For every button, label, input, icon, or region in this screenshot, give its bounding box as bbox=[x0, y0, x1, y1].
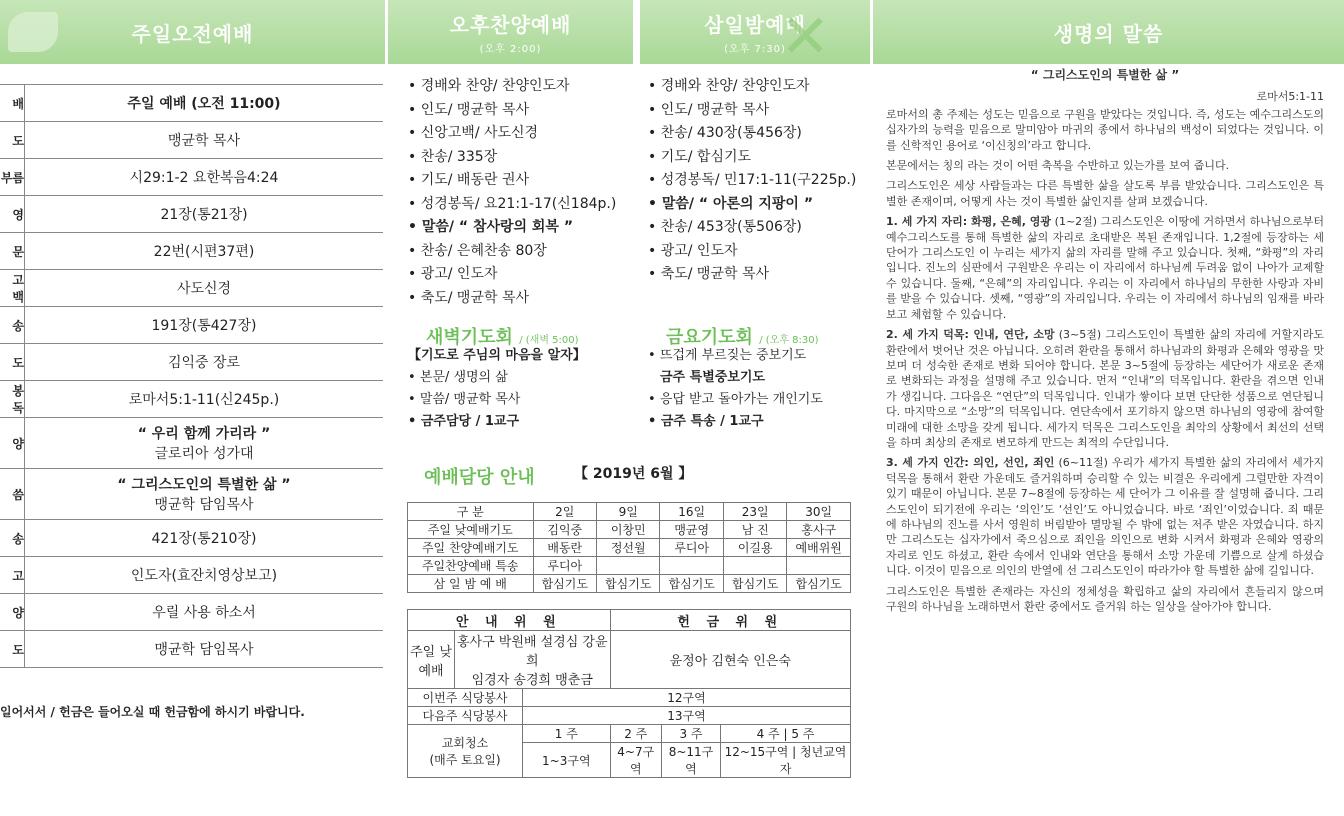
duty-title: 예배담당 안내 bbox=[424, 467, 535, 488]
table-cell: 맹균영 bbox=[660, 521, 723, 539]
table-row bbox=[408, 575, 851, 593]
banner-word-of-life bbox=[873, 0, 1344, 64]
order-row bbox=[0, 85, 383, 122]
banner-time: (오후 7:30) bbox=[724, 44, 786, 55]
table-row bbox=[408, 707, 851, 725]
table-row bbox=[408, 503, 851, 521]
table-header: 2일 bbox=[533, 503, 596, 521]
order-row bbox=[0, 594, 383, 631]
table-cell: 주일찬양예배 특송 bbox=[408, 557, 534, 575]
order-row bbox=[0, 418, 383, 469]
table-cell: 배동란 bbox=[533, 539, 596, 557]
list-item: • 찬송/ 430장(통456장) bbox=[648, 122, 856, 146]
banner-time: (오후 2:00) bbox=[479, 44, 542, 55]
table-header: 23일 bbox=[723, 503, 786, 521]
order-key: 도 bbox=[0, 122, 25, 159]
usher-header: 안 내 위 원 bbox=[408, 610, 611, 631]
table-cell: 이창민 bbox=[597, 521, 660, 539]
table-cell: 정선월 bbox=[597, 539, 660, 557]
order-row bbox=[0, 381, 383, 418]
usher-service-label: 주일 낮예배 bbox=[408, 631, 455, 689]
order-row bbox=[0, 307, 383, 344]
week-header: 4 주 | 5 주 bbox=[721, 725, 851, 743]
list-item: 금주 특별중보기도 bbox=[660, 370, 765, 385]
meal-value: 13구역 bbox=[523, 707, 851, 725]
list-item: • 인도/ 맹균학 목사 bbox=[408, 99, 616, 123]
order-row bbox=[0, 233, 383, 270]
table-header: 16일 bbox=[660, 503, 723, 521]
list-item: • 본문/ 생명의 삶 bbox=[408, 367, 586, 389]
list-item: • 금주 특송 / 1교구 bbox=[648, 411, 823, 433]
table-row bbox=[408, 725, 851, 743]
table-cell: 남 진 bbox=[723, 521, 786, 539]
table-cell: 주일 낮예배기도 bbox=[408, 521, 534, 539]
list-item: • 성경봉독/ 요21:1-17(신184p.) bbox=[408, 193, 616, 217]
table-row bbox=[408, 539, 851, 557]
sermon-heading: 1. 세 가지 자리: 화평, 은혜, 영광 bbox=[886, 215, 1052, 229]
order-value: 시29:1-2 요한복음4:24 bbox=[25, 159, 384, 196]
friday-title-text: 금요기도회 bbox=[666, 327, 753, 348]
order-value bbox=[25, 469, 384, 520]
order-value: 21장(통21장) bbox=[25, 196, 384, 233]
usher-names-line: 임경자 송경희 맹춘금 bbox=[471, 673, 593, 688]
list-item: • 찬송/ 335장 bbox=[408, 146, 616, 170]
sermon-paragraph: 그리스도인은 특별한 존재라는 자신의 정체성을 확립하고 삶의 자리에서 흔들리지 않으며 구원의 하나님을 노래하면서 환란 중에서도 즐거워 하는 일상을 살아가야 합니다. bbox=[886, 584, 1324, 613]
order-key: 문 bbox=[0, 233, 25, 270]
dawn-time: / (새벽 5:00) bbox=[519, 335, 579, 346]
order-row bbox=[0, 469, 383, 520]
cleaning-label bbox=[408, 725, 523, 778]
sermon-paragraph: 그리스도인은 세상 사람들과는 다른 특별한 삶을 살도록 부름 받았습니다. 그리스도인은 특별한 존재이며, 어떻게 사는 것이 특별한 삶인지를 살펴 보겠습니다. bbox=[886, 179, 1324, 208]
order-key: 봉 독 bbox=[0, 381, 25, 418]
usher-names bbox=[455, 631, 611, 689]
sermon-paragraph bbox=[886, 327, 1324, 450]
order-value: 맹균학 담임목사 bbox=[25, 631, 384, 668]
order-key: 양 bbox=[0, 418, 25, 469]
order-key: 도 bbox=[0, 631, 25, 668]
order-row bbox=[0, 196, 383, 233]
dawn-theme: 【기도로 주님의 마음을 알자】 bbox=[408, 348, 586, 363]
table-cell: 김익중 bbox=[533, 521, 596, 539]
table-cell: 합심기도 bbox=[723, 575, 786, 593]
week-header: 3 주 bbox=[661, 725, 720, 743]
area-4: 12~15구역 bbox=[724, 745, 789, 759]
list-item: • 말씀/ “ 아론의 지팡이 ” bbox=[648, 193, 856, 217]
order-value: 주일 예배 (오전 11:00) bbox=[25, 85, 384, 122]
banner-title: 생명의 말씀 bbox=[1053, 21, 1164, 46]
list-item: • 기도/ 배동란 권사 bbox=[408, 169, 616, 193]
order-key: 씀 bbox=[0, 469, 25, 520]
list-item: • 금주담당 / 1교구 bbox=[408, 411, 586, 433]
sermon-heading: 2. 세 가지 덕목: 인내, 연단, 소망 bbox=[886, 328, 1055, 342]
worship-order-table bbox=[0, 84, 383, 668]
table-cell: 합심기도 bbox=[533, 575, 596, 593]
sermon-preacher: 맹균학 담임목사 bbox=[154, 497, 254, 513]
meal-label: 다음주 식당봉사 bbox=[408, 707, 523, 725]
duty-month: 【 2019년 6월 】 bbox=[574, 466, 693, 482]
afternoon-order-list bbox=[408, 75, 616, 310]
banner-wednesday-worship bbox=[640, 0, 870, 64]
sermon-article bbox=[886, 68, 1324, 619]
list-item: • 응답 받고 돌아가는 개인기도 bbox=[648, 389, 823, 411]
table-cell: 삼 일 밤 예 배 bbox=[408, 575, 534, 593]
order-value: 김익중 장로 bbox=[25, 344, 384, 381]
table-header: 구 분 bbox=[408, 503, 534, 521]
order-key: 부름 bbox=[0, 159, 25, 196]
banner-title: 주일오전예배 bbox=[131, 21, 254, 46]
cleaning-label-line: (매주 토요일) bbox=[429, 753, 501, 767]
table-header: 9일 bbox=[597, 503, 660, 521]
sermon-heading: 3. 세 가지 인간: 의인, 선인, 죄인 bbox=[886, 456, 1055, 470]
anthem-title: “ 우리 함께 가리라 ” bbox=[137, 426, 271, 442]
order-value: 191장(통427장) bbox=[25, 307, 384, 344]
list-item: • 경배와 찬양/ 찬양인도자 bbox=[408, 75, 616, 99]
order-row bbox=[0, 344, 383, 381]
list-item: • 기도/ 합심기도 bbox=[648, 146, 856, 170]
order-key: 배 bbox=[0, 85, 25, 122]
order-value: 인도자(효잔치영상보고) bbox=[25, 557, 384, 594]
list-item: • 성경봉독/ 민17:1-11(구225p.) bbox=[648, 169, 856, 193]
banner-title: 삼일밤예배 bbox=[704, 13, 806, 37]
table-cell bbox=[660, 557, 723, 575]
list-item: • 광고/ 인도자 bbox=[408, 263, 616, 287]
area-cell: 8~11구역 bbox=[661, 743, 720, 778]
banner-title: 오후찬양예배 bbox=[449, 13, 572, 37]
sermon-paragraph: 본문에서는 칭의 라는 것이 어떤 축복을 수반하고 있는가를 보여 줍니다. bbox=[886, 159, 1230, 173]
usher-names-line: 홍사구 박원배 설경심 강윤희 bbox=[457, 635, 608, 669]
sermon-body: (3~5절) 그리스도인이 특별한 삶의 자리에 거할지라도 환란에서 벗어난 것은 아닙니다. 오히려 환란을 통해서 하나님과의 화평과 은혜와 영광을 맛보며 더 성숙한 존재로 변화 되어야 합니다. 본문 3~5절에 등장하는 세단어가 새로운 존재로 변화되는 과정을 설명해 주고 있습니다. 먼저 “인내”의 덕목입니다. 환란을 겪으면 인내가 생깁니다. 그다음은 “연단”의 덕목입니다. 인내가 쌓이다 보면 단단한 성품으로 연단됩니다. 마지막으로 “소망”의 덕목입니다. 연단속에서 포기하지 않으면 하나님의 영광에 참여할 미래에 대한 소망을 갖게 됩니다. 세가지 덕목은 그리스도인을 최악의 상황에서 최선의 선택을 하며 최상의 존재로 변모하게 만드는 최적의 수단입니다. bbox=[886, 328, 1324, 449]
table-cell: 예배위원 bbox=[787, 539, 851, 557]
area-5: 청년교역자 bbox=[779, 745, 847, 776]
meal-label: 이번주 식당봉사 bbox=[408, 689, 523, 707]
order-row bbox=[0, 520, 383, 557]
table-header: 30일 bbox=[787, 503, 851, 521]
table-cell bbox=[787, 557, 851, 575]
leaf-icon bbox=[8, 12, 58, 52]
list-item: • 말씀/ 맹균학 목사 bbox=[408, 389, 586, 411]
table-cell: 루디아 bbox=[533, 557, 596, 575]
duty-roster-table bbox=[407, 502, 851, 593]
cleaning-label-line: 교회청소 bbox=[441, 736, 489, 750]
list-item: • 경배와 찬양/ 찬양인도자 bbox=[648, 75, 856, 99]
meal-value: 12구역 bbox=[523, 689, 851, 707]
sermon-title: “ 그리스도인의 특별한 삶 ” bbox=[1030, 68, 1180, 82]
list-item: • 뜨겁게 부르짖는 중보기도 bbox=[648, 345, 823, 367]
order-key: 송 bbox=[0, 520, 25, 557]
banner-morning-worship bbox=[0, 0, 385, 64]
sermon-paragraph bbox=[886, 455, 1324, 578]
list-item: • 신앙고백/ 사도신경 bbox=[408, 122, 616, 146]
week-header: 2 주 bbox=[610, 725, 661, 743]
table-row bbox=[408, 610, 851, 631]
order-row bbox=[0, 557, 383, 594]
list-item: • 찬송/ 은혜찬송 80장 bbox=[408, 240, 616, 264]
order-value: 우릴 사용 하소서 bbox=[25, 594, 384, 631]
week-5: 5 주 bbox=[791, 727, 815, 741]
order-key: 고 백 bbox=[0, 270, 25, 307]
list-item: • 찬송/ 453장(통506장) bbox=[648, 216, 856, 240]
order-key: 송 bbox=[0, 307, 25, 344]
order-key: 영 bbox=[0, 196, 25, 233]
table-row bbox=[408, 689, 851, 707]
sermon-reference: 로마서5:1-11 bbox=[1256, 90, 1324, 104]
usher-table bbox=[407, 609, 851, 778]
table-cell: 합심기도 bbox=[660, 575, 723, 593]
order-value: 맹균학 목사 bbox=[25, 122, 384, 159]
order-key: 양 bbox=[0, 594, 25, 631]
order-value: 사도신경 bbox=[25, 270, 384, 307]
area-cell: 4~7구역 bbox=[610, 743, 661, 778]
sermon-title: “ 그리스도인의 특별한 삶 ” bbox=[117, 477, 291, 493]
list-item: • 광고/ 인도자 bbox=[648, 240, 856, 264]
table-row bbox=[408, 631, 851, 689]
table-cell: 이길용 bbox=[723, 539, 786, 557]
order-value: 421장(통210장) bbox=[25, 520, 384, 557]
list-item: • 축도/ 맹균학 목사 bbox=[648, 263, 856, 287]
cross-decoration-icon: ✕ bbox=[780, 2, 831, 72]
table-cell bbox=[597, 557, 660, 575]
order-row bbox=[0, 631, 383, 668]
list-item: • 말씀/ “ 참사랑의 회복 ” bbox=[408, 216, 616, 240]
friday-time: / (오후 8:30) bbox=[759, 335, 819, 346]
table-cell: 합심기도 bbox=[597, 575, 660, 593]
order-value bbox=[25, 418, 384, 469]
table-cell: 합심기도 bbox=[787, 575, 851, 593]
offering-notice: 일어서서 / 헌금은 들어오실 때 헌금함에 하시기 바랍니다. bbox=[0, 705, 305, 719]
list-item: • 인도/ 맹균학 목사 bbox=[648, 99, 856, 123]
wednesday-order-list bbox=[648, 75, 856, 287]
week-header: 1 주 bbox=[523, 725, 611, 743]
banner-afternoon-worship bbox=[388, 0, 633, 64]
order-key: 고 bbox=[0, 557, 25, 594]
table-cell: 주일 찬양예배기도 bbox=[408, 539, 534, 557]
dawn-title-text: 새벽기도회 bbox=[426, 327, 513, 348]
friday-prayer-block bbox=[648, 345, 823, 433]
dawn-prayer-block bbox=[408, 345, 586, 433]
sermon-paragraph: 로마서의 총 주제는 성도는 믿음으로 구원을 받았다는 것입니다. 즉, 성도는 예수그리스도의 십자가의 능력을 믿음으로 말미암아 마귀의 종에서 하나님의 백성이 되었다는 것입니다. 이를 신학적인 용어로 ‘이신칭의’라고 합니다. bbox=[886, 107, 1324, 152]
table-cell bbox=[723, 557, 786, 575]
table-cell: 홍사구 bbox=[787, 521, 851, 539]
sermon-body: (6~11절) 우리가 세가지 특별한 삶의 자리에서 세가지 덕목을 통해서 환란 가운데도 즐거워하며 승리할 수 있는 비결은 우리에게 그럴만한 자격이 있기 때문이 아닙니다. 본문 7~8절에 등장하는 세 단어가 그 이유를 잘 설명해 줍니다. 그리스도인이 되기전에 우리는 ‘의인’도 ‘선인’도 아니었습니다. 바로 ‘죄인’이었습니다. 죄 때문에 하나님의 진노를 사서 영원히 버림받아 멸망될 수 밖에 없는 저주 받은 자였습니다. 하지만 그리스도는 십자가에서 죽으심으로 죄인을 의인으로 변화 시켜서 화평과 은혜와 영광의 자리로 인도 하셨고, 환란 속에서 인내와 연단을 통해서 소망 가운데 기쁨으로 살게 하셨습니다. 이것이 믿음으로 의인의 반열에 선 그리스도인이 따라가야 할 특별한 삶에 길입니다. bbox=[886, 456, 1325, 578]
offering-header: 헌 금 위 원 bbox=[610, 610, 850, 631]
offering-names: 윤정아 김현숙 인은숙 bbox=[610, 631, 850, 689]
order-key: 도 bbox=[0, 344, 25, 381]
order-row bbox=[0, 159, 383, 196]
sermon-body: (1~2절) 그리스도인은 이땅에 거하면서 하나님으로부터 예수그리스도를 통해 특별한 삶의 자리로 초대받은 복된 존재입니다. 1,2절에 등장하는 세 단어가 그리스도인 이 누리는 세가지 삶의 자리를 말해 주고 있습니다. 첫째, “화평”의 자리입니다. 진노의 심판에서 구원받은 우리는 이 자리에서 하나님께 두려움 없이 나아가 교제할 수 있습니다. 둘째, “은혜”의 자리입니다. 우리는 이 자리에서 하나님의 무한한 사랑과 자비를 받을 수 있습니다. 셋째, “영광”의 자리입니다. 우리는 이 자리에서 하나님의 임재를 바라보고 체험할 수 있습니다. bbox=[886, 215, 1324, 321]
order-value: 22번(시편37편) bbox=[25, 233, 384, 270]
table-cell: 루디아 bbox=[660, 539, 723, 557]
table-row bbox=[408, 557, 851, 575]
sermon-paragraph bbox=[886, 214, 1324, 322]
area-cell: 12~15구역 | 청년교역자 bbox=[721, 743, 851, 778]
order-value: 로마서5:1-11(신245p.) bbox=[25, 381, 384, 418]
anthem-choir: 글로리아 성가대 bbox=[154, 446, 254, 462]
area-cell: 1~3구역 bbox=[523, 743, 611, 778]
table-row bbox=[408, 521, 851, 539]
week-4: 4 주 bbox=[756, 727, 780, 741]
order-row bbox=[0, 270, 383, 307]
list-item: • 축도/ 맹균학 목사 bbox=[408, 287, 616, 311]
order-row bbox=[0, 122, 383, 159]
